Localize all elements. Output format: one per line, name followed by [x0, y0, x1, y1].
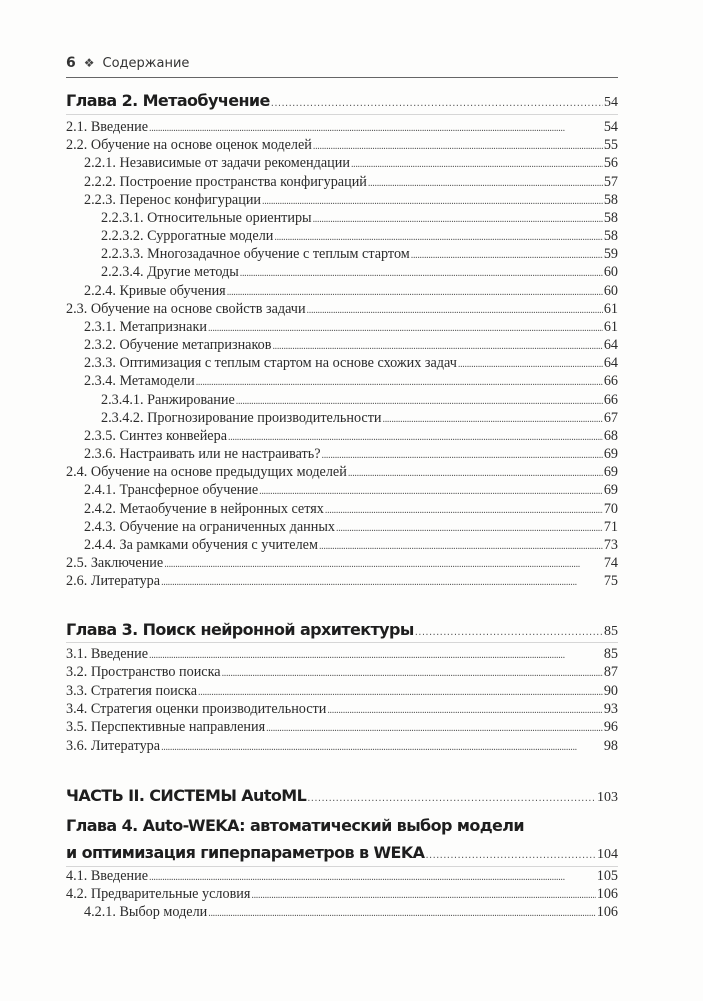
entry-label: 4.2.1. Выбор модели [84, 904, 208, 921]
page-ref: 93 [603, 700, 618, 717]
entry-label: 3.6. Литература [66, 737, 161, 754]
chapter-rule [66, 114, 618, 115]
dot-leader [164, 554, 603, 572]
chapter-title: Глава 2. Метаобучение [66, 91, 270, 110]
entry-label: 2.2.2. Построение пространства конфигураций [84, 173, 367, 190]
toc-entry[interactable] [66, 718, 618, 736]
toc-entry[interactable] [84, 536, 618, 554]
toc-entry[interactable] [84, 318, 618, 336]
dot-leader [307, 784, 596, 811]
page-ref: 54 [604, 95, 618, 110]
entry-label: 4.1. Введение [66, 868, 149, 884]
dot-leader [208, 318, 603, 336]
dot-leader [161, 572, 603, 590]
dot-leader [228, 427, 603, 445]
toc-entry[interactable] [84, 500, 618, 518]
toc-entry[interactable] [66, 463, 618, 481]
toc-entry[interactable] [66, 300, 618, 318]
page-ref: 60 [603, 264, 618, 281]
page-ref: 106 [596, 886, 618, 903]
entry-label: 2.3.5. Синтез конвейера [84, 427, 227, 444]
dot-leader [313, 209, 603, 227]
dot-leader [198, 682, 603, 700]
entry-label: 3.2. Пространство поиска [66, 664, 221, 681]
dot-leader [322, 445, 603, 463]
entry-label: 2.4.4. За рамками обучения с учителем [84, 536, 318, 553]
dot-leader [259, 481, 603, 499]
page-ref: 70 [603, 500, 618, 517]
dot-leader [411, 245, 603, 263]
page-ref: 74 [603, 555, 618, 572]
toc-entry[interactable] [66, 554, 618, 572]
running-head-title: Содержание [102, 55, 190, 71]
toc-entry[interactable] [101, 209, 618, 227]
dot-leader [325, 500, 603, 518]
dot-leader [266, 718, 603, 736]
toc-entry[interactable] [66, 885, 618, 903]
toc-chapter-4[interactable] [66, 841, 618, 868]
entry-label: 2.2. Обучение на основе оценок моделей [66, 137, 312, 154]
dot-leader [307, 300, 603, 318]
page-ref: 67 [603, 409, 618, 426]
toc-part-2[interactable] [66, 784, 618, 811]
entry-label: 2.3.3. Оптимизация с теплым стартом на основе схожих задач [84, 355, 457, 372]
entry-label: 2.2.3.3. Многозадачное обучение с теплым стартом [101, 246, 410, 263]
dot-leader [251, 885, 595, 903]
page-ref: 69 [603, 464, 618, 481]
toc-entry[interactable] [66, 682, 618, 700]
dot-leader [149, 645, 603, 663]
toc-entry[interactable] [84, 481, 618, 499]
page-ref: 66 [603, 373, 618, 390]
dot-leader [149, 118, 603, 136]
toc-entry[interactable] [84, 154, 618, 172]
page-number: 6 [66, 55, 76, 71]
entry-label: 2.3. Обучение на основе свойств задачи [66, 300, 306, 317]
toc-entry[interactable] [84, 354, 618, 372]
dot-leader [383, 409, 603, 427]
page-ref: 75 [603, 573, 618, 590]
entry-label: 2.4. Обучение на основе предыдущих моделей [66, 464, 347, 481]
dot-leader [161, 737, 603, 755]
part-title: ЧАСТЬ II. СИСТЕМЫ AutoML [66, 786, 307, 805]
toc-entry[interactable] [66, 118, 618, 136]
page-ref: 69 [603, 446, 618, 463]
toc-entry[interactable] [66, 700, 618, 718]
entry-label: 2.2.3.2. Суррогатные модели [101, 228, 274, 244]
toc-entry[interactable] [84, 445, 618, 463]
header-rule [66, 77, 618, 78]
page-ref: 104 [597, 847, 618, 862]
dot-leader [149, 867, 596, 885]
page-ref: 57 [603, 173, 618, 190]
entry-label: 2.3.6. Настраивать или не настраивать? [84, 446, 321, 463]
page-ref: 90 [603, 682, 618, 699]
entry-label: 2.3.1. Метапризнаки [84, 318, 207, 335]
page-ref: 54 [603, 119, 618, 135]
chapter-title: Глава 3. Поиск нейронной архитектуры [66, 620, 414, 639]
page-ref: 106 [596, 904, 618, 921]
dot-leader [196, 372, 603, 390]
dot-leader [222, 663, 603, 681]
entry-label: 2.2.3.1. Относительные ориентиры [101, 209, 312, 226]
toc-entry[interactable] [101, 391, 618, 409]
toc-entry[interactable] [101, 409, 618, 427]
page-ref: 96 [603, 719, 618, 736]
toc-entry[interactable] [84, 372, 618, 390]
page-ref: 73 [603, 536, 618, 553]
toc-entry[interactable] [84, 173, 618, 191]
dot-leader [319, 536, 603, 554]
page-ref: 64 [603, 337, 618, 353]
toc-entry[interactable] [101, 245, 618, 263]
dot-leader [336, 518, 603, 536]
entry-label: 2.2.1. Независимые от задачи рекомендации [84, 155, 350, 172]
dot-leader [236, 391, 603, 409]
page-ref: 103 [597, 790, 618, 805]
entry-label: 2.5. Заключение [66, 555, 164, 572]
ornament-icon: ❖ [83, 56, 95, 70]
page-ref: 56 [603, 155, 618, 172]
page-ref: 61 [603, 300, 618, 317]
entry-label: 2.2.4. Кривые обучения [84, 282, 226, 299]
entry-label: 3.5. Перспективные направления [66, 719, 266, 736]
dot-leader [458, 354, 603, 372]
chapter-title-line2: и оптимизация гиперпараметров в WEKA [66, 843, 425, 862]
dot-leader [208, 903, 595, 921]
toc-entry[interactable] [101, 227, 618, 245]
dot-leader [313, 136, 603, 154]
toc-entry[interactable] [84, 191, 618, 209]
dot-leader [415, 618, 603, 645]
entry-label: 3.1. Введение [66, 646, 149, 662]
page-ref: 71 [603, 518, 618, 535]
toc-entry[interactable] [84, 282, 618, 300]
dot-leader [351, 154, 603, 172]
toc-entry[interactable] [66, 645, 618, 663]
dot-leader [425, 841, 596, 868]
page-ref: 87 [603, 664, 618, 681]
page-ref: 61 [603, 318, 618, 335]
dot-leader [368, 173, 603, 191]
entry-label: 2.4.2. Метаобучение в нейронных сетях [84, 500, 324, 517]
toc-entry[interactable] [66, 737, 618, 755]
dot-leader [348, 463, 603, 481]
page-ref: 68 [603, 427, 618, 444]
entry-label: 2.3.4. Метамодели [84, 373, 195, 390]
toc-chapter-2[interactable] [66, 89, 618, 116]
page-ref: 60 [603, 282, 618, 299]
page-ref: 69 [603, 482, 618, 499]
toc-chapter-3[interactable] [66, 618, 618, 645]
page-ref: 85 [604, 624, 618, 639]
dot-leader [240, 263, 603, 281]
running-head [66, 52, 618, 74]
page-ref: 58 [603, 228, 618, 244]
entry-label: 2.2.3. Перенос конфигурации [84, 191, 262, 208]
dot-leader [327, 700, 602, 718]
dot-leader [274, 227, 602, 245]
dot-leader [272, 336, 602, 354]
entry-label: 2.3.4.1. Ранжирование [101, 391, 235, 408]
page-ref: 85 [603, 646, 618, 662]
toc-entry[interactable] [84, 518, 618, 536]
entry-label: 2.2.3.4. Другие методы [101, 264, 239, 281]
toc-entry[interactable] [66, 136, 618, 154]
entry-label: 2.3.4.2. Прогнозирование производительности [101, 409, 382, 426]
toc-entry[interactable] [84, 336, 618, 354]
toc-entry[interactable] [101, 263, 618, 281]
entry-label: 2.1. Введение [66, 119, 149, 135]
page-ref: 58 [603, 191, 618, 208]
page-ref: 66 [603, 391, 618, 408]
entry-label: 3.4. Стратегия оценки производительности [66, 700, 327, 717]
page-ref: 59 [603, 246, 618, 263]
dot-leader [271, 89, 603, 116]
toc-entry[interactable] [66, 572, 618, 590]
toc-entry[interactable] [84, 903, 618, 921]
toc-entry[interactable] [66, 867, 618, 885]
page-ref: 105 [596, 868, 618, 884]
page-ref: 55 [603, 137, 618, 154]
chapter-rule [66, 642, 618, 643]
chapter-4-title-line1[interactable]: Глава 4. Auto-WEKA: автоматический выбор модели [66, 816, 525, 835]
dot-leader [227, 282, 603, 300]
entry-label: 2.4.3. Обучение на ограниченных данных [84, 518, 335, 535]
page-ref: 98 [603, 737, 618, 754]
toc-entry[interactable] [66, 663, 618, 681]
page-ref: 64 [603, 355, 618, 372]
entry-label: 2.4.1. Трансферное обучение [84, 482, 259, 499]
page-ref: 58 [603, 209, 618, 226]
entry-label: 3.3. Стратегия поиска [66, 682, 198, 699]
dot-leader [262, 191, 603, 209]
entry-label: 2.3.2. Обучение метапризнаков [84, 337, 272, 353]
entry-label: 2.6. Литература [66, 573, 161, 590]
toc-entry[interactable] [84, 427, 618, 445]
entry-label: 4.2. Предварительные условия [66, 886, 251, 903]
